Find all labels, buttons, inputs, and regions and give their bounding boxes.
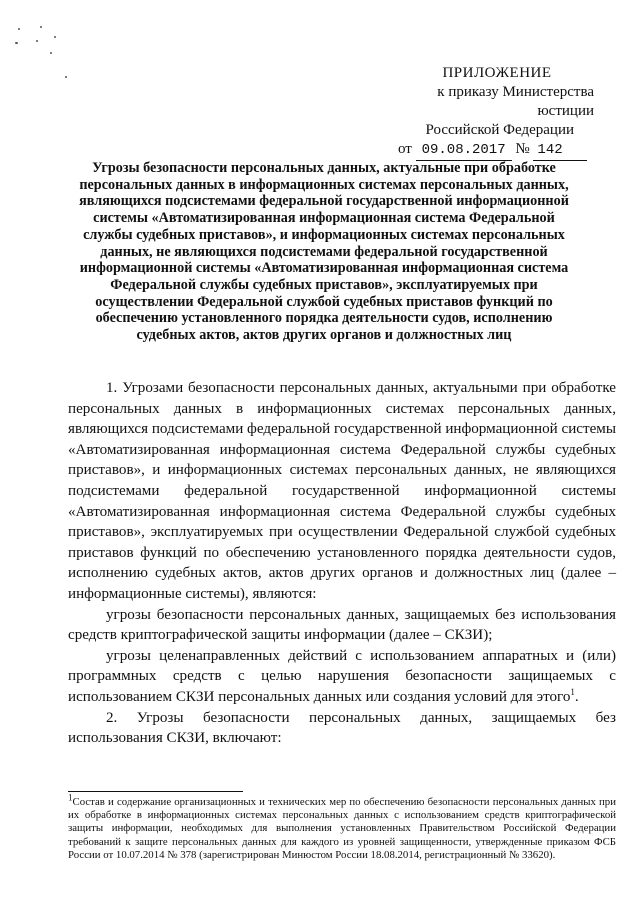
date-label: от <box>398 141 412 157</box>
footnote <box>68 792 616 862</box>
footnote-marker: 1 <box>570 686 575 697</box>
appendix-title: ПРИЛОЖЕНИЕ <box>442 65 552 81</box>
footnote-text: Состав и содержание организационных и технических мер по обеспечению безопасности персональных данных при их обработке в информационных системах персональных данных с использованием средств криптографической защиты информации, необходимых для выполнения установленных Правительством Российской Федерации требований к защите персональных данных для каждого из уровней защищенности, утвержденные приказом ФСБ России от 10.07.2014 № 378 (зарегистрирован Минюстом России 18.08.2014, регистрационный № 33620). <box>68 796 616 861</box>
order-date: 09.08.2017 <box>416 141 512 161</box>
appendix-ministry: Российской Федерации <box>425 122 574 138</box>
order-number: 142 <box>533 141 587 161</box>
footnote-divider <box>68 791 243 792</box>
footnote-number: 1 <box>68 792 73 803</box>
number-label: № <box>515 141 530 157</box>
paragraph-1: 1. Угрозами безопасности персональных данных, актуальными при обработке персональных данных в информационных системах персональных данных, являющихся подсистемами федеральной государственной информационной системы «Автоматизированная информационная система Федеральной службы судебных приставов», и информационных системах персональных данных, не являющихся подсистемами федеральной государственной информационной системы «Автоматизированная информационная система Федеральной службы судебных приставов», эксплуатируемых при осуществлении Федеральной службой судебных приставов функций по обеспечению установленного порядка деятельности судов, исполнению судебных актов, актов других органов и должностных лиц (далее – информационные системы), являются: <box>68 380 616 602</box>
paragraph-2: угрозы безопасности персональных данных, защищаемых без использования средств криптографической защиты информации (далее – СКЗИ); <box>68 606 616 644</box>
paragraph-3-text: угрозы целенаправленных действий с использованием аппаратных и (или) программных средств с целью нарушения безопасности защищаемых с использованием СКЗИ персональных данных или создания условий для этого <box>68 647 616 705</box>
appendix-order-ref: к приказу Министерства юстиции <box>437 84 594 119</box>
paragraph-3: угрозы целенаправленных действий с использованием аппаратных и (или) программных средств с целью нарушения безопасности защищаемых с использованием СКЗИ персональных данных или создания условий для этого$^1$. <box>68 647 616 705</box>
scan-specks <box>10 20 70 80</box>
paragraph-4: 2. Угрозы безопасности персональных данных, защищаемых без использования СКЗИ, включают: <box>68 709 616 747</box>
appendix-block <box>378 64 608 161</box>
order-date-number <box>378 140 608 161</box>
document-heading: Угрозы безопасности персональных данных, актуальные при обработке персональных данных в информационных системах персональных данных, являющихся подсистемами федеральной государственной информационной системы «Автоматизированная информационная система Федеральной службы судебных приставов», и информационных системах персональных данных, не являющихся подсистемами федеральной государственной информационной системы «Автоматизированная информационная система Федеральной службы судебных приставов», эксплуатируемых при осуществлении Федеральной службой судебных приставов функций по обеспечению установленного порядка деятельности судов, исполнению судебных актов, актов других органов и должностных лиц <box>79 160 569 344</box>
document-body <box>68 378 616 749</box>
